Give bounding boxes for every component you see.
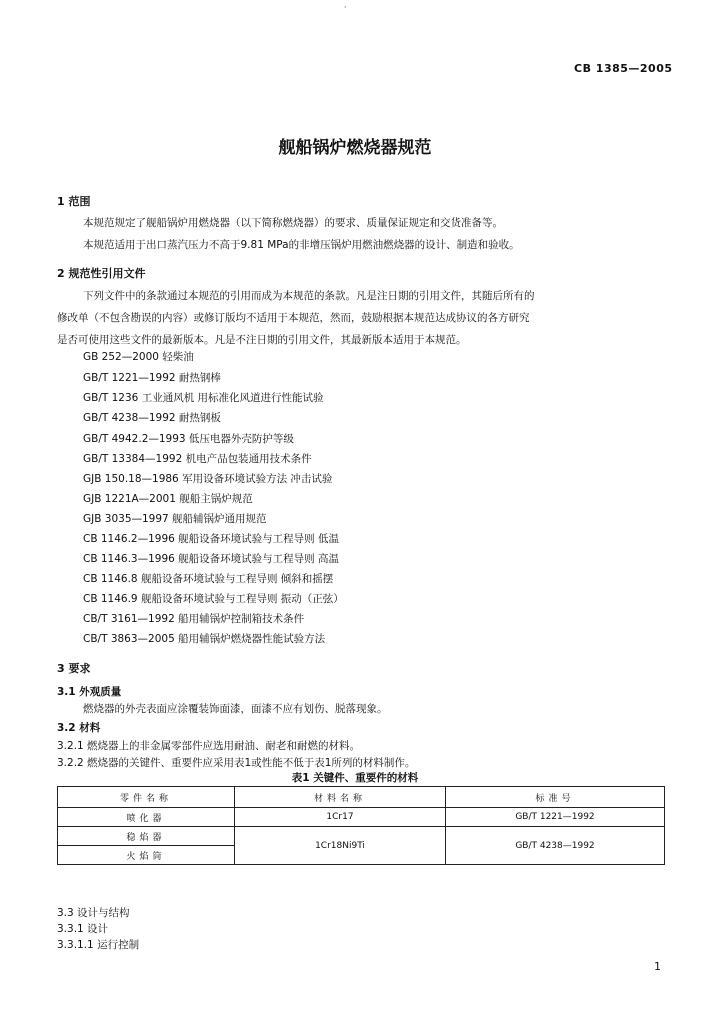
section-3-1-heading: 3.1 外观质量	[57, 686, 122, 698]
section-3-3-heading: 3.3 设计与结构	[57, 907, 130, 919]
section-3-3-1-1: 3.3.1.1 运行控制	[57, 939, 140, 951]
reference-item: GB 252—2000 轻柴油	[83, 351, 194, 363]
section-2-heading: 2 规范性引用文件	[57, 267, 146, 280]
table-row	[58, 808, 665, 827]
reference-item: GB/T 4942.2—1993 低压电器外壳防护等级	[83, 433, 294, 445]
table-cell: 火焰筒	[58, 846, 235, 865]
section-2-para-line: 修改单（不包含勘误的内容）或修订版均不适用于本规范，然而，鼓励根据本规范达成协议的各方研究	[57, 312, 530, 324]
column-header: 零件名称	[58, 787, 235, 808]
column-header: 材料名称	[235, 787, 446, 808]
top-mark: ,	[344, 0, 347, 9]
section-3-2-1: 3.2.1 燃烧器上的非金属零部件应选用耐油、耐老和耐燃的材料。	[57, 740, 361, 752]
reference-item: GB/T 13384—1992 机电产品包装通用技术条件	[83, 453, 312, 465]
reference-item: CB 1146.8 舰船设备环境试验与工程导则 倾斜和摇摆	[83, 573, 334, 585]
section-3-heading: 3 要求	[57, 662, 91, 675]
page-number: 1	[654, 960, 661, 973]
table-cell: 喷化器	[58, 808, 235, 827]
table-cell: 稳焰器	[58, 827, 235, 846]
section-3-1-text: 燃烧器的外壳表面应涂覆装饰面漆，面漆不应有划伤、脱落现象。	[83, 703, 388, 715]
table-cell: 1Cr18Ni9Ti	[235, 827, 446, 865]
table-row	[58, 827, 665, 846]
reference-item: CB 1146.2—1996 舰船设备环境试验与工程导则 低温	[83, 533, 340, 545]
materials-table	[57, 786, 665, 865]
reference-item: GB/T 1236 工业通风机 用标准化风道进行性能试验	[83, 392, 324, 404]
section-1-heading: 1 范围	[57, 195, 91, 208]
column-header: 标准号	[446, 787, 665, 808]
reference-item: GJB 150.18—1986 军用设备环境试验方法 冲击试验	[83, 473, 333, 485]
table-cell: GB/T 4238—1992	[446, 827, 665, 865]
reference-item: GB/T 1221—1992 耐热钢棒	[83, 372, 221, 384]
section-2-para-line: 下列文件中的条款通过本规范的引用而成为本规范的条款。凡是注日期的引用文件，其随后所有的	[83, 290, 535, 302]
table-caption: 表1 关键件、重要件的材料	[291, 772, 419, 784]
reference-item: CB/T 3863—2005 船用辅锅炉燃烧器性能试验方法	[83, 633, 326, 645]
reference-item: CB 1146.3—1996 舰船设备环境试验与工程导则 高温	[83, 553, 340, 565]
section-3-3-1: 3.3.1 设计	[57, 923, 109, 935]
table-header-row	[58, 787, 665, 808]
reference-item: CB 1146.9 舰船设备环境试验与工程导则 振动（正弦）	[83, 593, 344, 605]
table-cell: 1Cr17	[235, 808, 446, 827]
table-cell: GB/T 1221—1992	[446, 808, 665, 827]
section-1-para: 本规范适用于出口蒸汽压力不高于9.81 MPa的非增压锅炉用燃油燃烧器的设计、制造和验收。	[83, 239, 520, 251]
reference-item: CB/T 3161—1992 船用辅锅炉控制箱技术条件	[83, 613, 305, 625]
reference-item: GJB 3035—1997 舰船辅锅炉通用规范	[83, 513, 267, 525]
document-title: 舰船锅炉燃烧器规范	[278, 138, 432, 158]
section-3-2-2: 3.2.2 燃烧器的关键件、重要件应采用表1或性能不低于表1所列的材料制作。	[57, 757, 416, 769]
section-1-para: 本规范规定了舰船锅炉用燃烧器（以下简称燃烧器）的要求、质量保证规定和交货准备等。	[83, 217, 503, 229]
section-2-para-line: 是否可使用这些文件的最新版本。凡是不注日期的引用文件，其最新版本适用于本规范。	[57, 334, 467, 346]
reference-item: GB/T 4238—1992 耐热钢板	[83, 412, 221, 424]
standard-number: CB 1385—2005	[574, 62, 673, 75]
section-3-2-heading: 3.2 材料	[57, 722, 101, 734]
reference-item: GJB 1221A—2001 舰船主锅炉规范	[83, 493, 253, 505]
